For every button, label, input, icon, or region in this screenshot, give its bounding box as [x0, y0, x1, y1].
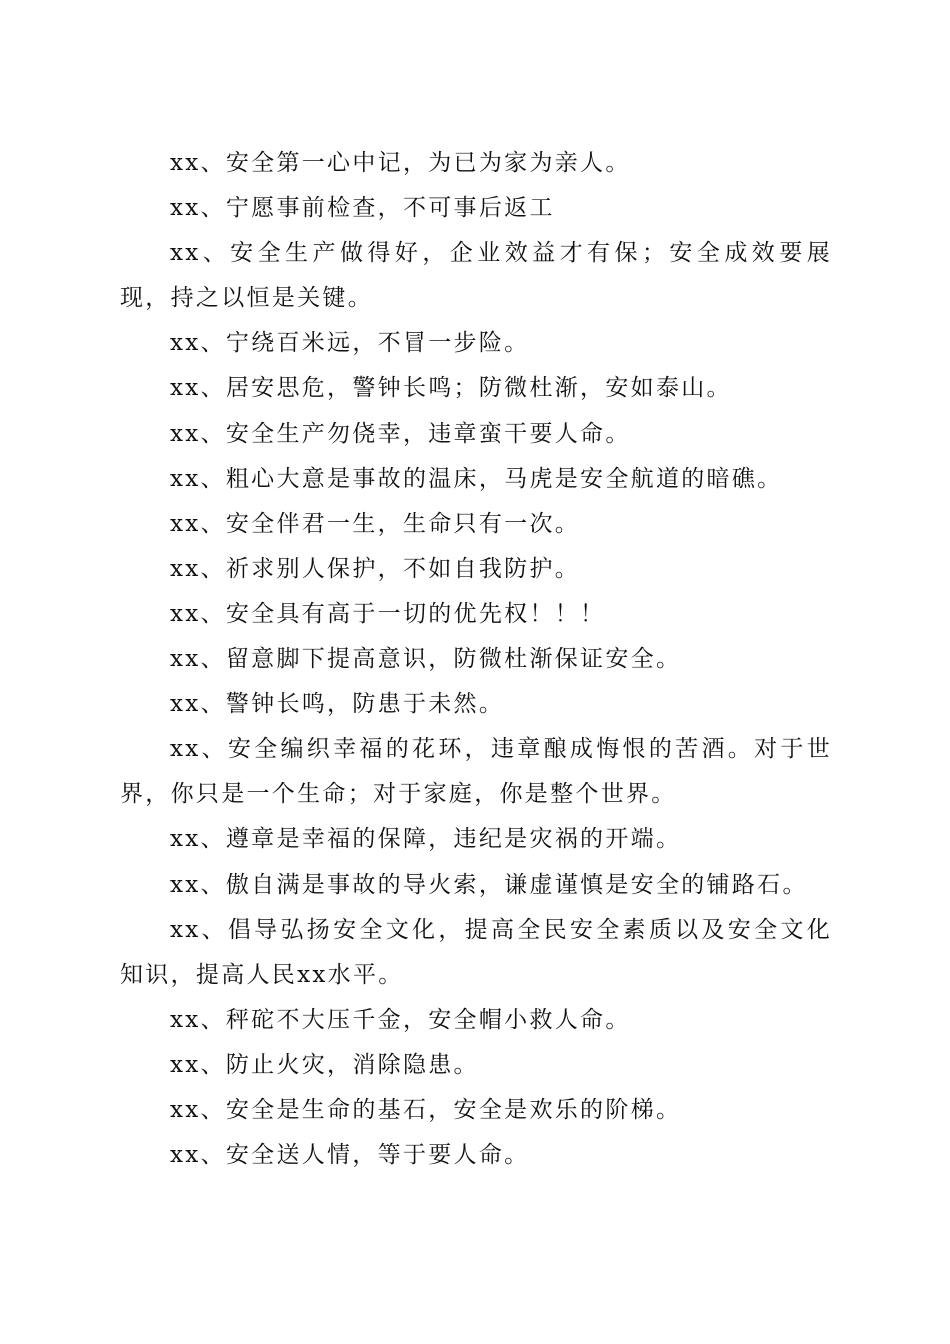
slogan-paragraph-12: xx、警钟长鸣，防患于未然。: [170, 691, 505, 718]
slogan-paragraph-15: xx、傲自满是事故的导火索，谦虚谨慎是安全的铺路石。: [170, 871, 808, 898]
slogan-paragraph-2: xx、宁愿事前检查，不可事后返工: [170, 195, 555, 222]
slogan-paragraph-13: xx、安全编织幸福的花环，违章酿成悔恨的苦酒。对于世界，你只是一个生命；对于家庭，你是整个世界。: [120, 736, 832, 808]
slogan-paragraph-6: xx、安全生产勿侥幸，违章蛮干要人命。: [170, 420, 631, 447]
document-body: [120, 141, 832, 1178]
slogan-paragraph-20: xx、安全送人情，等于要人命。: [170, 1142, 530, 1169]
slogan-paragraph-16: xx、倡导弘扬安全文化，提高全民安全素质以及安全文化知识，提高人民xx水平。: [120, 916, 832, 988]
slogan-paragraph-19: xx、安全是生命的基石，安全是欢乐的阶梯。: [170, 1096, 682, 1123]
slogan-paragraph-5: xx、居安思危，警钟长鸣；防微杜渐，安如泰山。: [170, 375, 732, 402]
slogan-paragraph-8: xx、安全伴君一生，生命只有一次。: [170, 510, 581, 537]
slogan-paragraph-11: xx、留意脚下提高意识，防微杜渐保证安全。: [170, 646, 682, 673]
slogan-paragraph-10: xx、安全具有高于一切的优先权！！！: [170, 600, 606, 627]
slogan-paragraph-7: xx、粗心大意是事故的温床，马虎是安全航道的暗礁。: [170, 465, 783, 492]
slogan-paragraph-14: xx、遵章是幸福的保障，违纪是灾祸的开端。: [170, 826, 682, 853]
slogan-paragraph-9: xx、祈求别人保护，不如自我防护。: [170, 555, 581, 582]
slogan-paragraph-4: xx、宁绕百米远，不冒一步险。: [170, 330, 530, 357]
slogan-paragraph-1: xx、安全第一心中记，为已为家为亲人。: [170, 150, 631, 176]
slogan-paragraph-3: xx、安全生产做得好，企业效益才有保；安全成效要展现，持之以恒是关键。: [120, 240, 832, 312]
slogan-paragraph-18: xx、防止火灾，消除隐患。: [170, 1051, 479, 1078]
slogan-paragraph-17: xx、秤砣不大压千金，安全帽小救人命。: [170, 1006, 631, 1033]
